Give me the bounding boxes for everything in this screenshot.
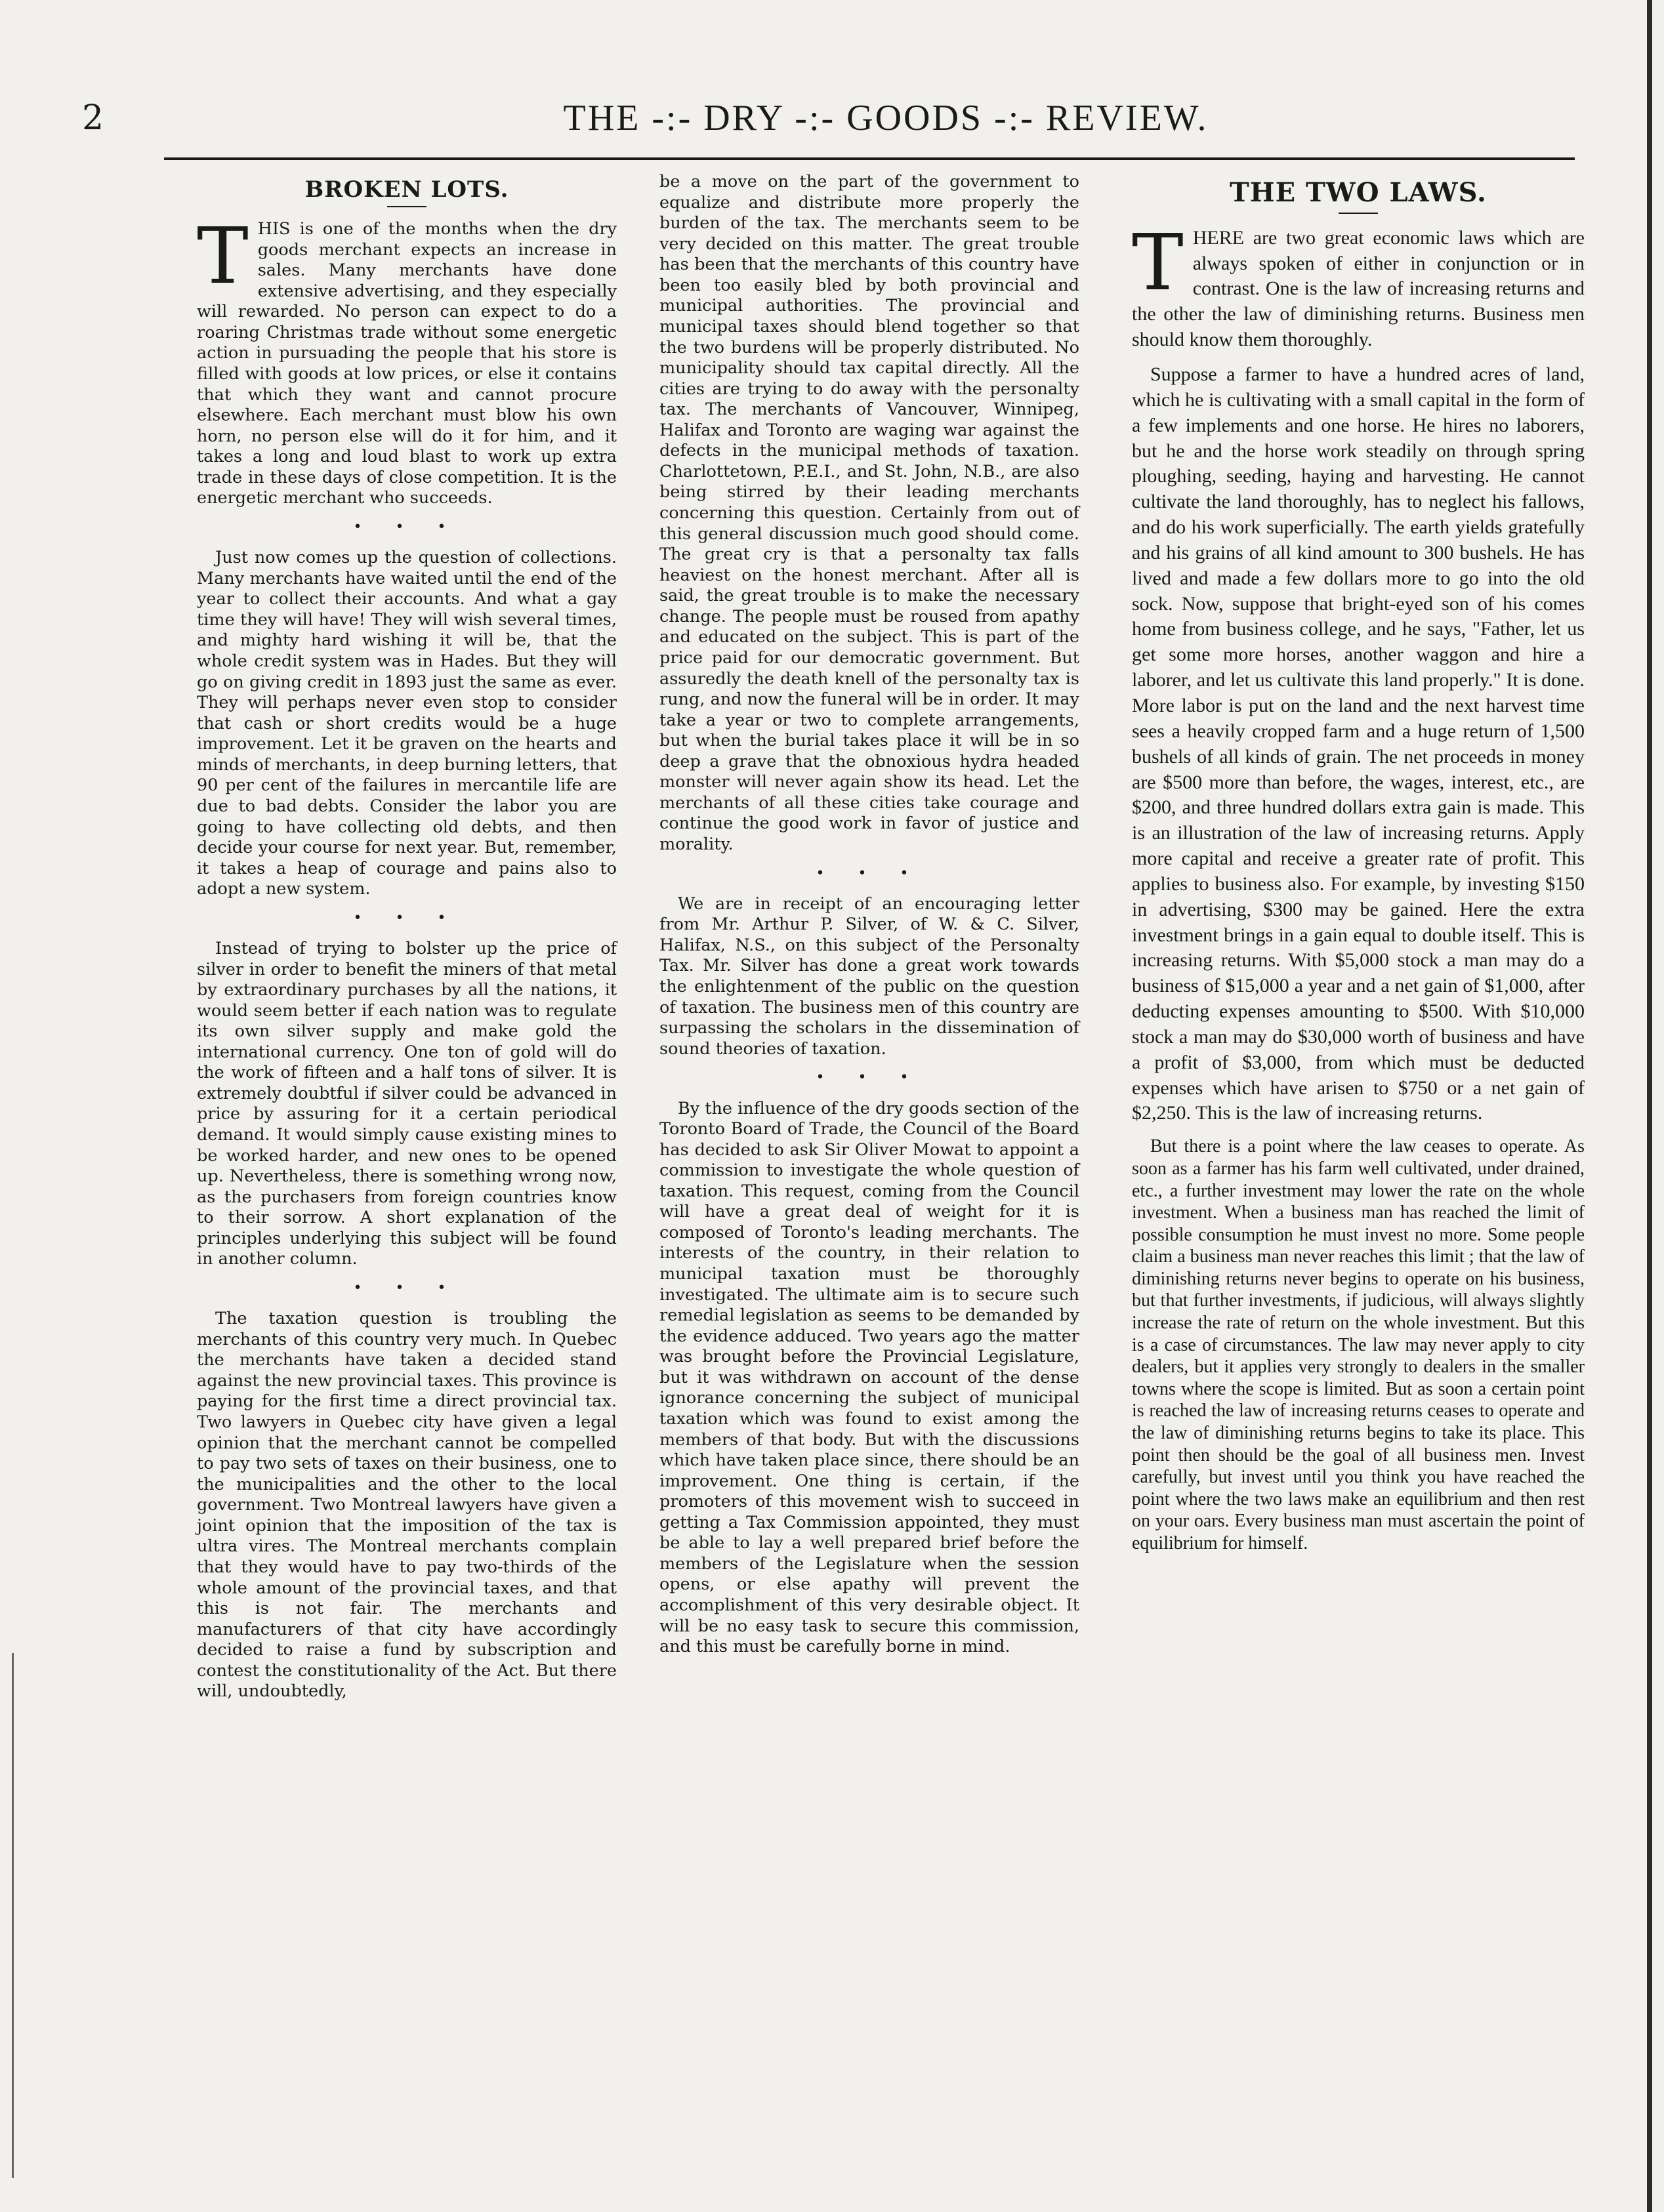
heading-rule (387, 206, 426, 207)
paragraph-text: HIS is one of the months when the dry goods merchant expects an increase in sales. Many merchants have done extensive advertising, and they especially will rewarded. No person can expect to do a roaring Christmas trade without some energetic action in pursuading the people that his store is filled with goods at low prices, or else it contains that which they want and cannot procure elsewhere. Each merchant must blow his own horn, no person else will do it for him, and it takes a long and loud blast to work up extra trade in these days of close competition. It is the energetic merchant who succeeds. (197, 219, 617, 508)
article-paragraph: The taxation question is troubling the merchants of this country very much. In Quebec the merchants have taken a decided stand against the new provincial taxes. This province is paying for the first time a direct provincial tax. Two lawyers in Quebec city have given a legal opinion that the merchant cannot be compelled to pay two sets of taxes on their business, one to the municipalities and the other to the local government. Two Montreal lawyers have given a joint opinion that the imposition of the tax is ultra vires. The Montreal merchants complain that they would have to pay two-thirds of the whole amount of the provincial taxes, and that this is not fair. The merchants and manufacturers of that city have accordingly decided to raise a fund by subscription and contest the constitutionality of the Act. But there will, undoubtedly, (197, 1309, 617, 1702)
article-paragraph: Just now comes up the question of collections. Many merchants have waited until the end of the year to collect their accounts. And what a gay time they will have! They will wish several times, and mighty hard wishing it will be, that the whole credit system was in Hades. But they will go on giving credit in 1893 just the same as ever. They will perhaps never even stop to consider that cash or short credits would be a huge improvement. Let it be graven on the hearts and minds of merchants, in deep burning letters, that 90 per cent of the failures in mercantile life are due to bad debts. Consider the labor you are going to have collecting old debts, and then decide your course for next year. But, remember, it takes a heap of courage and pains also to adopt a new system. (197, 548, 617, 899)
article-heading: BROKEN LOTS. (304, 176, 509, 203)
paragraph-text: HERE are two great economic laws which are always spoken of either in conjunction or in contrast. One is the law of increasing returns and the other the law of diminishing returns. Business men should know them thoroughly. (1132, 226, 1585, 351)
article-heading: THE TWO LAWS. (1230, 177, 1487, 208)
drop-cap: T (1132, 216, 1184, 308)
section-separator: • • • (816, 865, 923, 882)
article-paragraph: By the influence of the dry goods section of the Toronto Board of Trade, the Council of the Board has decided to ask Sir Oliver Mowat to appoint a commission to investigate the whole question of taxation. This request, coming from the Council will have a great deal of weight for it is composed of Toronto's leading merchants. The interests of the country, in their relation to municipal taxation must be thoroughly investigated. The ultimate aim is to secure such remedial legislation as seems to be demanded by the evidence adduced. Two years ago the matter was brought before the Provincial Legislature, but it was withdrawn on account of the dense ignorance concerning the subject of municipal taxation which was found to exist among the members of that body. But with the discussions which have taken place since, there should be an improvement. One thing is certain, if the promoters of this movement wish to succeed in getting a Tax Commission appointed, they must be able to lay a well prepared brief before the members of the Legislature when the session opens, or else apathy will prevent the accomplishment of this very desirable object. It will be no easy task to secure this commission, and this must be carefully borne in mind. (659, 1098, 1079, 1657)
section-separator: • • • (353, 909, 461, 926)
heading-rule (1339, 213, 1378, 214)
column-taxation (659, 172, 1079, 1667)
article-paragraph (1132, 216, 1585, 353)
section-separator: • • • (816, 1069, 923, 1086)
column-two-laws (1132, 172, 1585, 1564)
article-paragraph: We are in receipt of an encouraging letter from Mr. Arthur P. Silver, of W. & C. Silver, Halifax, N.S., on this subject of the Personalty Tax. Mr. Silver has done a great work towards the enlightenment of the public on the question of taxation. The business men of this country are surpassing the scholars in the dissemination of sound theories of taxation. (659, 893, 1079, 1059)
masthead-title: THE -:- DRY -:- GOODS -:- REVIEW. (563, 98, 1209, 138)
page-edge-line (12, 1653, 14, 2178)
article-paragraph: But there is a point where the law ceases to operate. As soon as a farmer has his farm well cultivated, under drained, etc., a further investment may lower the rate on the whole investment. When a business man has reached the limit of possible consumption he must invest no more. Some people claim a business man never reaches this limit ; that the law of diminishing returns never begins to operate on his business, but that further investments, if judicious, will always slightly increase the rate of return on the whole investment. But this is a case of circumstances. The law may never apply to city dealers, but it applies very strongly to dealers in the smaller towns where the scope is limited. But as soon a certain point is reached the law of increasing returns ceases to operate and the law of diminishing returns begins to take its place. This point then should be the goal of all business men. Invest carefully, but invest until you think you have reached the point where the two laws make an equilibrium and then rest on your oars. Every business man must ascertain the point of equilibrium for himself. (1132, 1136, 1585, 1554)
column-broken-lots (197, 172, 617, 1711)
drop-cap: T (197, 211, 249, 302)
section-separator: • • • (353, 518, 461, 535)
article-paragraph: be a move on the part of the government to equalize and distribute more properly the burden of the tax. The merchants seem to be very decided on this matter. The great trouble has been that the merchants of this country have been too easily bled by both provincial and municipal authorities. The provincial and municipal taxes should blend together so that the two burdens will be properly distributed. No municipality should tax capital directly. All the cities are trying to do away with the personalty tax. The merchants of Vancouver, Winnipeg, Halifax and Toronto are waging war against the defects in the municipal methods of taxation. Charlottetown, P.E.I., and St. John, N.B., are also being stirred by their leading merchants concerning this question. Certainly from out of this general discussion much good should come. The great cry is that a personalty tax falls heaviest on the honest merchant. After all is said, the great trouble is to make the necessary change. The people must be roused from apathy and educated on the subject. This is part of the price paid for our democratic government. But assuredly the death knell of the personalty tax is rung, and now the funeral will be in order. It may take a year or two to complete arrangements, but when the burial takes place it will be in so deep a grave that the obnoxious hydra headed monster will never again show its head. Let the merchants of all these cities take courage and continue the good work in favor of justice and morality. (659, 172, 1079, 854)
header-rule (164, 157, 1575, 160)
section-separator: • • • (353, 1279, 461, 1296)
article-paragraph: Suppose a farmer to have a hundred acres of land, which he is cultivating with a small capital in the form of a few implements and one horse. He hires no laborers, but he and the horse work steadily on through spring ploughing, seeding, haying and harvesting. He cannot cultivate the land thoroughly, has to neglect his fallows, and do his work superficially. The earth yields gratefully and his grains of all kind amount to 300 bushels. He has lived and made a few dollars more to go into the old sock. Now, suppose that bright-eyed son of his comes home from business college, and he says, "Father, let us get some more horses, another waggon and hire a laborer, and let us cultivate this land properly." It is done. More labor is put on the land and the next harvest time sees a heavily cropped farm and a huge return of 1,500 bushels of all kinds of grain. The net proceeds in money are $500 more than before, the wages, interest, etc., are $200, and three hundred dollars extra gain is made. This is an illustration of the law of increasing returns. Apply more capital and receive a greater rate of profit. This applies to business also. For example, by investing $150 in advertising, $300 may be gained. Here the extra investment brings in a gain equal to double itself. This is increasing returns. With $5,000 stock a man may do a business of $15,000 a year and a net gain of $1,000, after deducting expenses amounting to $500. With $10,000 stock a man may do $30,000 worth of business and have a profit of $3,000, from which must be deducted expenses which have arisen to $750 or a net gain of $2,250. This is the law of increasing returns. (1132, 363, 1585, 1124)
page-number: 2 (82, 98, 104, 138)
article-paragraph: Instead of trying to bolster up the price of silver in order to benefit the miners of that metal by extraordinary purchases by all the nations, it would seem better if each nation was to regulate its own silver supply and make gold the international currency. One ton of gold will do the work of fifteen and a half tons of silver. It is extremely doubtful if silver could be advanced in price by assuring for it a certain periodical demand. It would simply cause existing mines to be worked harder, and new ones to be opened up. Nevertheless, there is something wrong now, as the purchasers from foreign countries know to their sorrow. A short explanation of the principles underlying this subject will be found in another column. (197, 938, 617, 1269)
article-paragraph (197, 211, 617, 509)
page-edge-shadow (1647, 0, 1652, 2212)
